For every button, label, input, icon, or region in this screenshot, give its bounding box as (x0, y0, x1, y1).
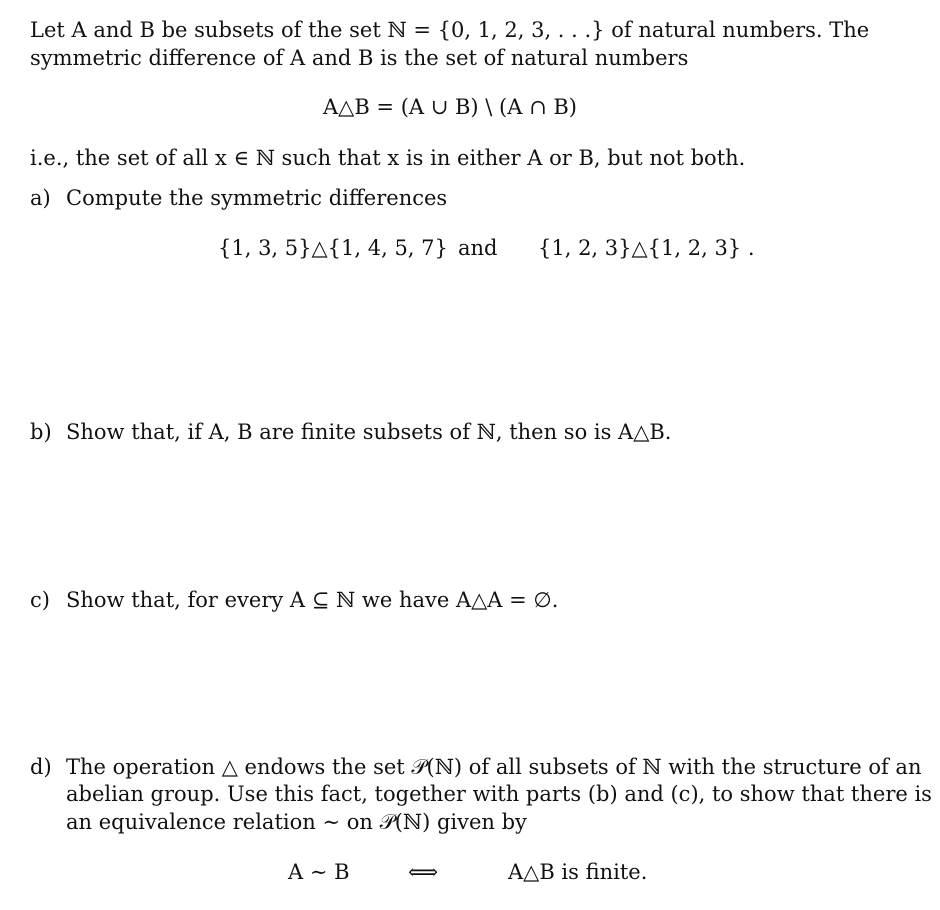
part-b-text: Show that, if A, B are finite subsets of ℕ, then so is A△B. (66, 420, 672, 444)
part-a-text: Compute the symmetric differences (66, 186, 448, 210)
part-a-label: a) (30, 186, 51, 210)
part-c-label: c) (30, 588, 50, 612)
intro-line-1: Let A and B be subsets of the set ℕ = {0, 1, 2, 3, . . .} of natural numbers. The (30, 18, 870, 42)
relation-iff: ⟺ (408, 860, 439, 884)
part-a-expression-2: {1, 2, 3}△{1, 2, 3} . (538, 236, 755, 260)
part-d-line-3: an equivalence relation ∼ on 𝒫(ℕ) given by (66, 810, 527, 834)
definition-equation: A△B = (A ∪ B) \ (A ∩ B) (323, 95, 577, 119)
relation-lhs: A ∼ B (288, 860, 350, 884)
part-a-expression-1: {1, 3, 5}△{1, 4, 5, 7} (218, 236, 448, 260)
part-a-conjunction: and (458, 236, 498, 260)
part-b-label: b) (30, 420, 52, 444)
intro-line-2: symmetric difference of A and B is the set of natural numbers (30, 46, 689, 70)
part-d-label: d) (30, 755, 52, 779)
part-d-line-1: The operation △ endows the set 𝒫(ℕ) of all subsets of ℕ with the structure of an (66, 755, 922, 779)
relation-rhs: A△B is finite. (508, 860, 648, 884)
part-c-text: Show that, for every A ⊆ ℕ we have A△A = ∅. (66, 588, 559, 612)
part-d-line-2: abelian group. Use this fact, together with parts (b) and (c), to show that there is (66, 782, 932, 806)
intro-line-3: i.e., the set of all x ∈ ℕ such that x is in either A or B, but not both. (30, 146, 746, 170)
